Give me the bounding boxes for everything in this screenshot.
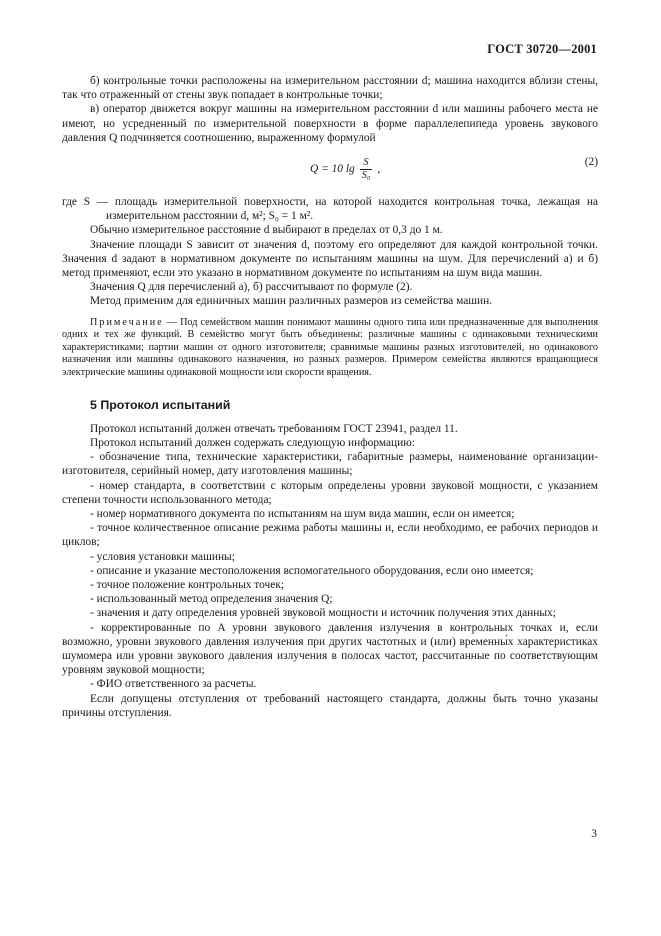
- section-paragraph-2: Протокол испытаний должен содержать следующую информацию:: [90, 437, 415, 450]
- list-item: - описание и указание местоположения вспомогательного оборудования, если оно имеется;: [90, 564, 534, 577]
- section-paragraph-1: Протокол испытаний должен отвечать требованиям ГОСТ 23941, раздел 11.: [90, 422, 458, 435]
- protocol-info-list: [62, 450, 598, 691]
- page-number: 3: [591, 828, 597, 840]
- list-item: - точное положение контрольных точек;: [90, 579, 285, 592]
- paragraph-area: Значение площади S зависит от значения d, поэтому его определяют для каждой контрольной точки. Значения d задают в нормативном документе по испытаниям машины на шум. Для перечислений а) и б) метод применяют, если это указано в нормативном документе по испытаниям на шум вида машин.: [62, 238, 598, 280]
- note-label: Примечание: [90, 316, 164, 328]
- note-text: — Под семейством машин понимают машины одного типа или предназначенные для выполнения одних и тех же функций. В семейство могут быть объединены: различные машины с одинаковыми техническими характеристиками; партии машин от одного изготовителя; сравнимые машины разных изготовителей, но одинакового назначения или машины одинакового назначения, но разных размеров. Примером семейства являются вращающиеся электрические машины одинаковой мощности или скорости вращения.: [62, 316, 598, 379]
- paragraph-q-values: Значения Q для перечислений а), б) рассчитывают по формуле (2).: [90, 281, 413, 294]
- list-item: - корректированные по A уровни звукового давления излучения в контрольных точках и, если возможно, уровни звукового давления излучения при других частотных и (или) временны́х характеристиках шумомера или уровни звукового давления излучения в полосах частот, рассчитанные по соответствующим уровням звуковой мощности;: [62, 621, 598, 677]
- list-item: - значения и дату определения уровней звуковой мощности и источник получения этих данных;: [90, 607, 556, 620]
- paragraph-item-b: б) контрольные точки расположены на измерительном расстоянии d; машина находится вблизи стены, так что отраженный от стены звук попадает в контрольные точки;: [62, 75, 598, 102]
- formula-tail: ,: [377, 163, 381, 176]
- note-block: [62, 317, 598, 380]
- formula-fraction: [360, 157, 373, 182]
- document-body: [62, 74, 598, 720]
- list-item: - номер стандарта, в соответствии с которым определены уровни звуковой мощности, с указанием степени точности использованного метода;: [62, 479, 598, 506]
- formula-number: (2): [584, 156, 598, 169]
- formula-numerator: S: [360, 157, 373, 170]
- formula-lhs: Q = 10 lg: [310, 163, 355, 176]
- paragraph-distance: Обычно измерительное расстояние d выбирают в пределах от 0,3 до 1 м.: [90, 224, 443, 237]
- formula-expression: [310, 157, 380, 182]
- section-heading: 5 Протокол испытаний: [90, 397, 231, 412]
- list-item: - использованный метод определения значения Q;: [90, 593, 333, 606]
- paragraph-item-v: в) оператор движется вокруг машины на измерительном расстоянии d или машины рабочего места не имеют, но усредненный по измерительной поверхности в форме параллелепипеда уровень звукового давления Q подчиняется соотношению, выраженному формулой: [62, 103, 598, 144]
- formula-2: [62, 151, 598, 191]
- closing-paragraph: Если допущены отступления от требований настоящего стандарта, должны быть точно указаны причины отступления.: [62, 692, 598, 719]
- paragraph-method: Метод применим для единичных машин различных размеров из семейства машин.: [90, 295, 493, 308]
- list-item: - точное количественное описание режима работы машины и, если необходимо, ее рабочих периодов и циклов;: [62, 522, 598, 549]
- formula-denominator: S₀: [361, 170, 371, 182]
- list-item: - обозначение типа, технические характеристики, габаритные размеры, наименование организации-изготовителя, серийный номер, дату изготовления машины;: [62, 451, 598, 478]
- formula-legend: где S — площадь измерительной поверхности, на которой находится контрольная точка, лежащая на измерительном расстоянии d, м²; S₀ = 1 м².: [62, 196, 598, 223]
- document-header-code: ГОСТ 30720—2001: [487, 42, 597, 56]
- list-item: - номер нормативного документа по испытаниям на шум вида машин, если он имеется;: [90, 508, 515, 521]
- list-item: - ФИО ответственного за расчеты.: [90, 678, 257, 691]
- list-item: - условия установки машины;: [90, 550, 235, 563]
